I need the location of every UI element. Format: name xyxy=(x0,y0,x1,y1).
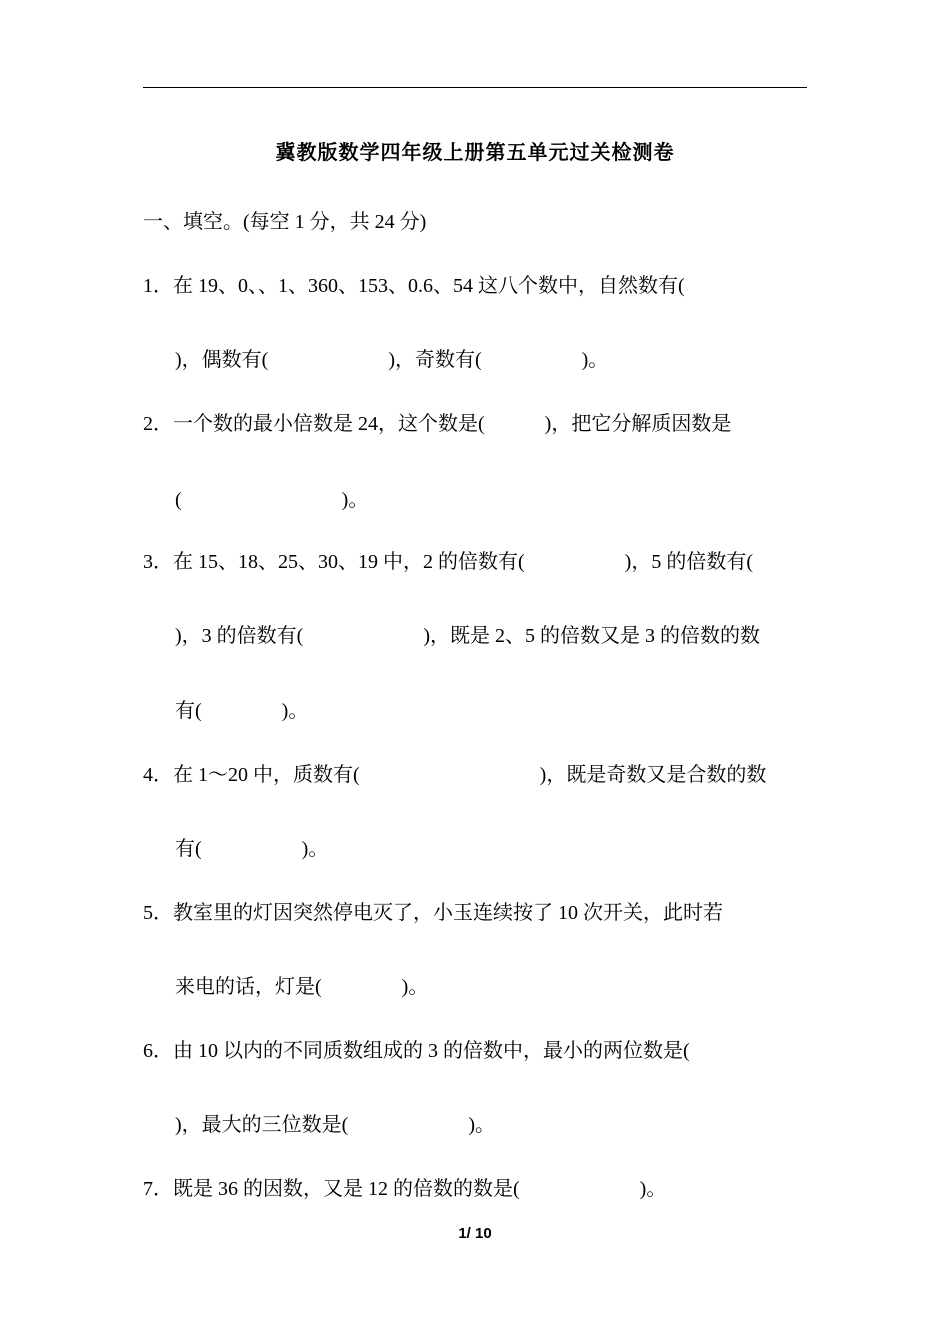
question-3-line-1: 3．在 15、18、25、30、19 中，2 的倍数有( )，5 的倍数有( xyxy=(143,551,753,573)
question-2-line-2: ( )。 xyxy=(175,489,369,511)
question-5-line-1: 5．教室里的灯因突然停电灭了，小玉连续按了 10 次开关，此时若 xyxy=(143,902,723,924)
question-3-line-3: 有( )。 xyxy=(175,700,309,722)
section-heading: 一、填空。(每空 1 分，共 24 分) xyxy=(143,211,427,233)
page-title: 冀教版数学四年级上册第五单元过关检测卷 xyxy=(275,140,675,164)
header-rule xyxy=(143,87,807,88)
question-2-line-1: 2．一个数的最小倍数是 24，这个数是( )，把它分解质因数是 xyxy=(143,413,732,435)
question-1-line-2: )，偶数有( )，奇数有( )。 xyxy=(175,349,609,371)
question-3-line-2: )，3 的倍数有( )，既是 2、5 的倍数又是 3 的倍数的数 xyxy=(175,625,760,647)
question-5-line-2: 来电的话，灯是( )。 xyxy=(175,976,429,998)
question-1-line-1: 1．在 19、0、、1、360、153、0.6、54 这八个数中，自然数有( xyxy=(143,275,685,297)
question-6-line-1: 6．由 10 以内的不同质数组成的 3 的倍数中，最小的两位数是( xyxy=(143,1040,690,1062)
question-4-line-1: 4．在 1～20 中，质数有( )，既是奇数又是合数的数 xyxy=(143,764,767,786)
question-6-line-2: )，最大的三位数是( )。 xyxy=(175,1114,495,1136)
question-7-line-1: 7．既是 36 的因数，又是 12 的倍数的数是( )。 xyxy=(143,1178,667,1200)
question-4-line-2: 有( )。 xyxy=(175,838,329,860)
page-number: 1/ 10 xyxy=(458,1225,492,1242)
